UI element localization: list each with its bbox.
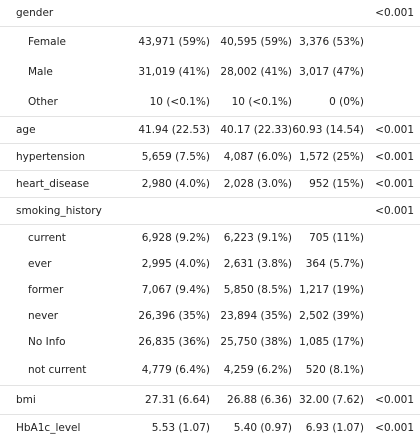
cell-group-2: 1,217 (19%)	[299, 284, 364, 296]
table-row-hba1c-level	[0, 415, 420, 441]
cell-overall: 4,779 (6.4%)	[141, 364, 210, 376]
cell-overall: 27.31 (6.64)	[145, 394, 210, 406]
row-label: former	[28, 284, 64, 296]
cell-group-2: 1,085 (17%)	[299, 336, 364, 348]
row-label: age	[16, 124, 36, 136]
table-row-current	[0, 225, 420, 251]
row-label: gender	[16, 7, 54, 19]
table-row-bmi	[0, 386, 420, 415]
table-row-female	[0, 27, 420, 57]
cell-group-1: 25,750 (38%)	[220, 336, 292, 348]
cell-overall: 6,928 (9.2%)	[141, 232, 210, 244]
row-label: heart_disease	[16, 178, 90, 190]
cell-overall: 5,659 (7.5%)	[141, 151, 210, 163]
cell-group-1: 6,223 (9.1%)	[223, 232, 292, 244]
cell-group-2: 952 (15%)	[309, 178, 364, 190]
cell-overall: 2,980 (4.0%)	[141, 178, 210, 190]
cell-p-value: <0.001	[375, 7, 414, 19]
cell-overall: 2,995 (4.0%)	[141, 258, 210, 270]
cell-group-2: 60.93 (14.54)	[292, 124, 364, 136]
table-row-smoking-history	[0, 198, 420, 225]
table-row-age	[0, 117, 420, 144]
cell-group-2: 364 (5.7%)	[305, 258, 364, 270]
table-row-male	[0, 57, 420, 88]
cell-group-2: 6.93 (1.07)	[305, 422, 364, 434]
table-row-other	[0, 88, 420, 117]
cell-group-1: 10 (<0.1%)	[231, 96, 292, 108]
cell-group-2: 705 (11%)	[309, 232, 364, 244]
cell-group-1: 2,631 (3.8%)	[223, 258, 292, 270]
cell-group-1: 28,002 (41%)	[220, 66, 292, 78]
cell-group-2: 0 (0%)	[329, 96, 364, 108]
cell-p-value: <0.001	[375, 124, 414, 136]
cell-group-1: 23,894 (35%)	[220, 310, 292, 322]
row-label: ever	[28, 258, 52, 270]
row-label: hypertension	[16, 151, 86, 163]
cell-overall: 26,396 (35%)	[138, 310, 210, 322]
cell-group-1: 40.17 (22.33)	[220, 124, 292, 136]
cell-p-value: <0.001	[375, 178, 414, 190]
cell-group-2: 1,572 (25%)	[299, 151, 364, 163]
cell-group-1: 40,595 (59%)	[220, 36, 292, 48]
cell-group-2: 3,017 (47%)	[299, 66, 364, 78]
row-label: smoking_history	[16, 205, 102, 217]
cell-group-2: 520 (8.1%)	[305, 364, 364, 376]
cell-overall: 43,971 (59%)	[138, 36, 210, 48]
cell-overall: 41.94 (22.53)	[138, 124, 210, 136]
table-row-no-info	[0, 329, 420, 355]
table-row-hypertension	[0, 144, 420, 171]
row-label: Other	[28, 96, 58, 108]
table-row-former	[0, 277, 420, 303]
table-row-ever	[0, 251, 420, 277]
cell-group-1: 5.40 (0.97)	[233, 422, 292, 434]
table-row-heart-disease	[0, 171, 420, 198]
row-label: HbA1c_level	[16, 422, 81, 434]
cell-group-1: 4,259 (6.2%)	[223, 364, 292, 376]
cell-overall: 26,835 (36%)	[138, 336, 210, 348]
table-row-never	[0, 303, 420, 329]
cell-p-value: <0.001	[375, 422, 414, 434]
cell-group-2: 3,376 (53%)	[299, 36, 364, 48]
cell-group-2: 2,502 (39%)	[299, 310, 364, 322]
cell-group-1: 4,087 (6.0%)	[223, 151, 292, 163]
cell-overall: 5.53 (1.07)	[151, 422, 210, 434]
row-label: never	[28, 310, 59, 322]
cell-p-value: <0.001	[375, 205, 414, 217]
cell-p-value: <0.001	[375, 151, 414, 163]
cell-group-2: 32.00 (7.62)	[299, 394, 364, 406]
cell-p-value: <0.001	[375, 394, 414, 406]
table-row-gender	[0, 0, 420, 27]
cell-group-1: 5,850 (8.5%)	[223, 284, 292, 296]
table-row-not-current	[0, 355, 420, 386]
cell-group-1: 26.88 (6.36)	[227, 394, 292, 406]
cell-overall: 10 (<0.1%)	[149, 96, 210, 108]
cell-overall: 7,067 (9.4%)	[141, 284, 210, 296]
cell-group-1: 2,028 (3.0%)	[223, 178, 292, 190]
row-label: No Info	[28, 336, 66, 348]
row-label: Male	[28, 66, 53, 78]
row-label: Female	[28, 36, 66, 48]
row-label: not current	[28, 364, 87, 376]
row-label: bmi	[16, 394, 36, 406]
row-label: current	[28, 232, 66, 244]
cell-overall: 31,019 (41%)	[138, 66, 210, 78]
